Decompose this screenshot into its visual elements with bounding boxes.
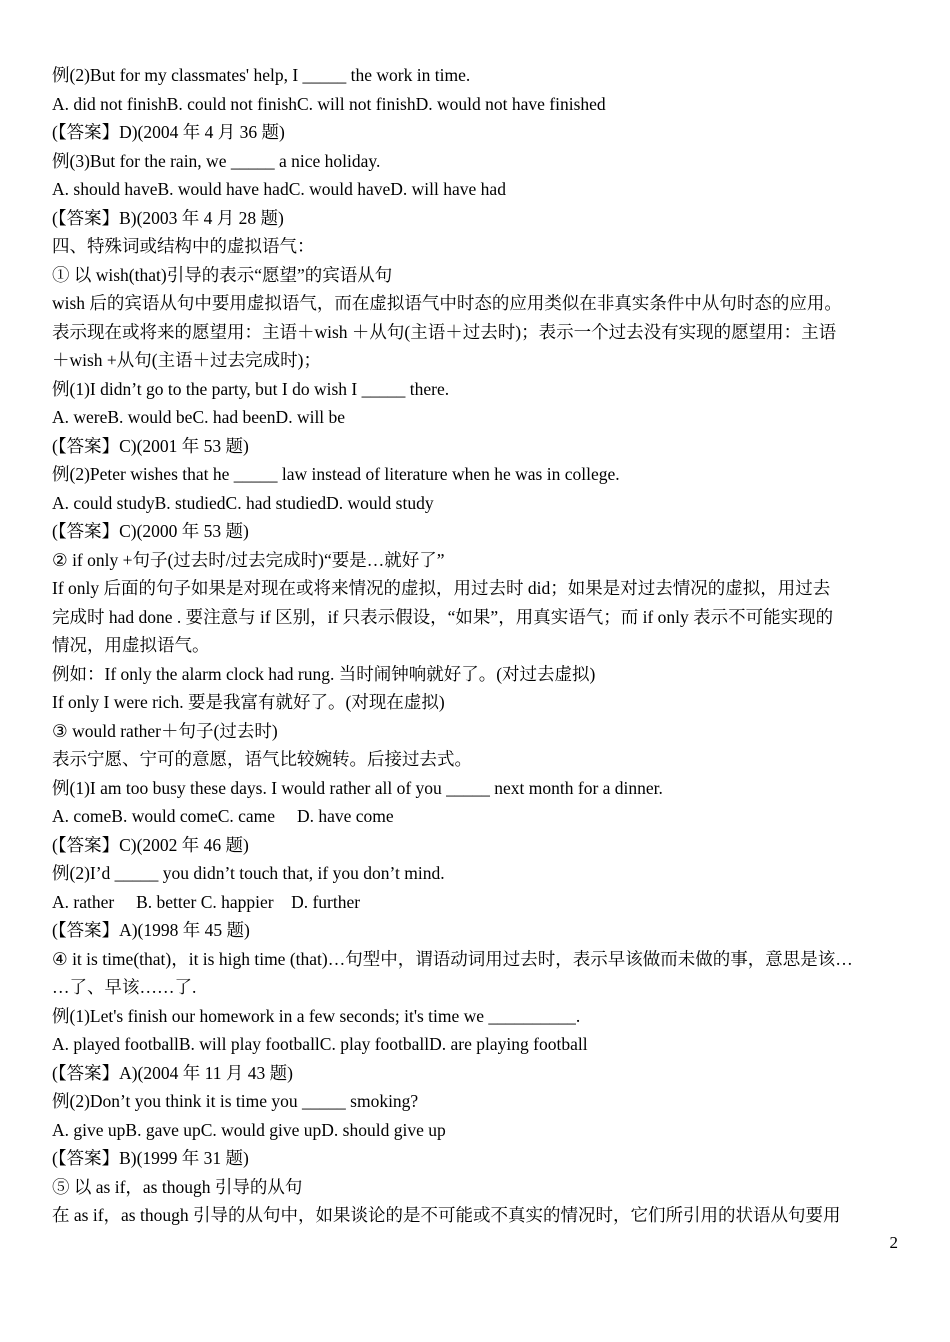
text-line: A. should haveB. would have hadC. would haveD. will have had bbox=[52, 179, 506, 199]
text-line: ④ it is time(that)，it is high time (that)…句型中，谓语动词用过去时，表示早该做而未做的事，意思是该… bbox=[52, 948, 853, 969]
text-line: 例(2)Peter wishes that he _____ law instead of literature when he was in college. bbox=[52, 464, 620, 484]
text-line: wish 后的宾语从句中要用虚拟语气，而在虚拟语气中时态的应用类似在非真实条件中从句时态的应用。 bbox=[52, 293, 842, 313]
text-line: ③ would rather＋句子(过去时) bbox=[52, 720, 278, 741]
text-line: 四、特殊词或结构中的虚拟语气： bbox=[52, 236, 315, 256]
text-line: 表示宁愿、宁可的意愿，语气比较婉转。后接过去式。 bbox=[52, 749, 472, 769]
text-line: 例如：If only the alarm clock had rung. 当时闹钟响就好了。(对过去虚拟) bbox=[52, 663, 596, 684]
text-line: 例(1)I didn’t go to the party, but I do wish I _____ there. bbox=[52, 378, 450, 399]
text-line: (【答案】C)(2000 年 53 题) bbox=[52, 521, 249, 541]
text-line: (【答案】C)(2001 年 53 题) bbox=[52, 435, 249, 456]
text-line: 完成时 had done . 要注意与 if 区别，if 只表示假设，“如果”，用真实语气；而 if only 表示不可能实现的 bbox=[52, 606, 834, 627]
text-line: …了、早该……了. bbox=[52, 977, 197, 997]
page-number: 2 bbox=[889, 1233, 898, 1252]
text-line: A. played footballB. will play footballC. play footballD. are playing football bbox=[52, 1034, 588, 1054]
text-line: ② if only +句子(过去时/过去完成时)“要是…就好了” bbox=[52, 549, 445, 570]
text-line: If only 后面的句子如果是对现在或将来情况的虚拟，用过去时 did；如果是对过去情况的虚拟，用过去 bbox=[52, 578, 831, 598]
text-line: 例(2)I’d _____ you didn’t touch that, if you don’t mind. bbox=[52, 863, 445, 883]
text-line: A. did not finishB. could not finishC. will not finishD. would not have finished bbox=[52, 93, 606, 114]
text-line: 例(2)Don’t you think it is time you _____ smoking? bbox=[52, 1091, 419, 1111]
text-line: (【答案】B)(1999 年 31 题) bbox=[52, 1148, 249, 1168]
text-line: 例(3)But for the rain, we _____ a nice holiday. bbox=[52, 150, 381, 171]
text-line: 表示现在或将来的愿望用：主语＋wish ＋从句(主语＋过去时)；表示一个过去没有实现的愿望用：主语 bbox=[52, 321, 837, 342]
text-line: A. could studyB. studiedC. had studiedD. would study bbox=[52, 492, 434, 513]
text-line: (【答案】A)(2004 年 11 月 43 题) bbox=[52, 1062, 293, 1083]
text-line: 例(2)But for my classmates' help, I _____ the work in time. bbox=[52, 65, 471, 85]
text-line: (【答案】A)(1998 年 45 题) bbox=[52, 920, 250, 940]
text-line: (【答案】B)(2003 年 4 月 28 题) bbox=[52, 207, 284, 228]
document-body bbox=[52, 61, 900, 1230]
text-line: ⑤ 以 as if，as though 引导的从句 bbox=[52, 1176, 303, 1197]
text-line: A. comeB. would comeC. came D. have come bbox=[52, 806, 394, 826]
text-line: 例(1)I am too busy these days. I would rather all of you _____ next month for a dinner. bbox=[52, 777, 663, 798]
text-line: 情况，用虚拟语气。 bbox=[52, 635, 210, 655]
text-line: (【答案】D)(2004 年 4 月 36 题) bbox=[52, 122, 285, 142]
text-line: A. rather B. better C. happier D. further bbox=[52, 891, 361, 912]
text-line: 在 as if，as though 引导的从句中，如果谈论的是不可能或不真实的情况时，它们所引用的状语从句要用 bbox=[52, 1205, 841, 1225]
text-line: If only I were rich. 要是我富有就好了。(对现在虚拟) bbox=[52, 692, 445, 712]
text-line: A. wereB. would beC. had beenD. will be bbox=[52, 407, 346, 427]
text-line: A. give upB. gave upC. would give upD. should give up bbox=[52, 1119, 446, 1140]
text-line: ＋wish +从句(主语＋过去完成时)； bbox=[52, 350, 321, 370]
text-line: ① 以 wish(that)引导的表示“愿望”的宾语从句 bbox=[52, 264, 393, 285]
text-line: 例(1)Let's finish our homework in a few seconds; it's time we __________. bbox=[52, 1005, 581, 1026]
text-line: (【答案】C)(2002 年 46 题) bbox=[52, 834, 249, 855]
